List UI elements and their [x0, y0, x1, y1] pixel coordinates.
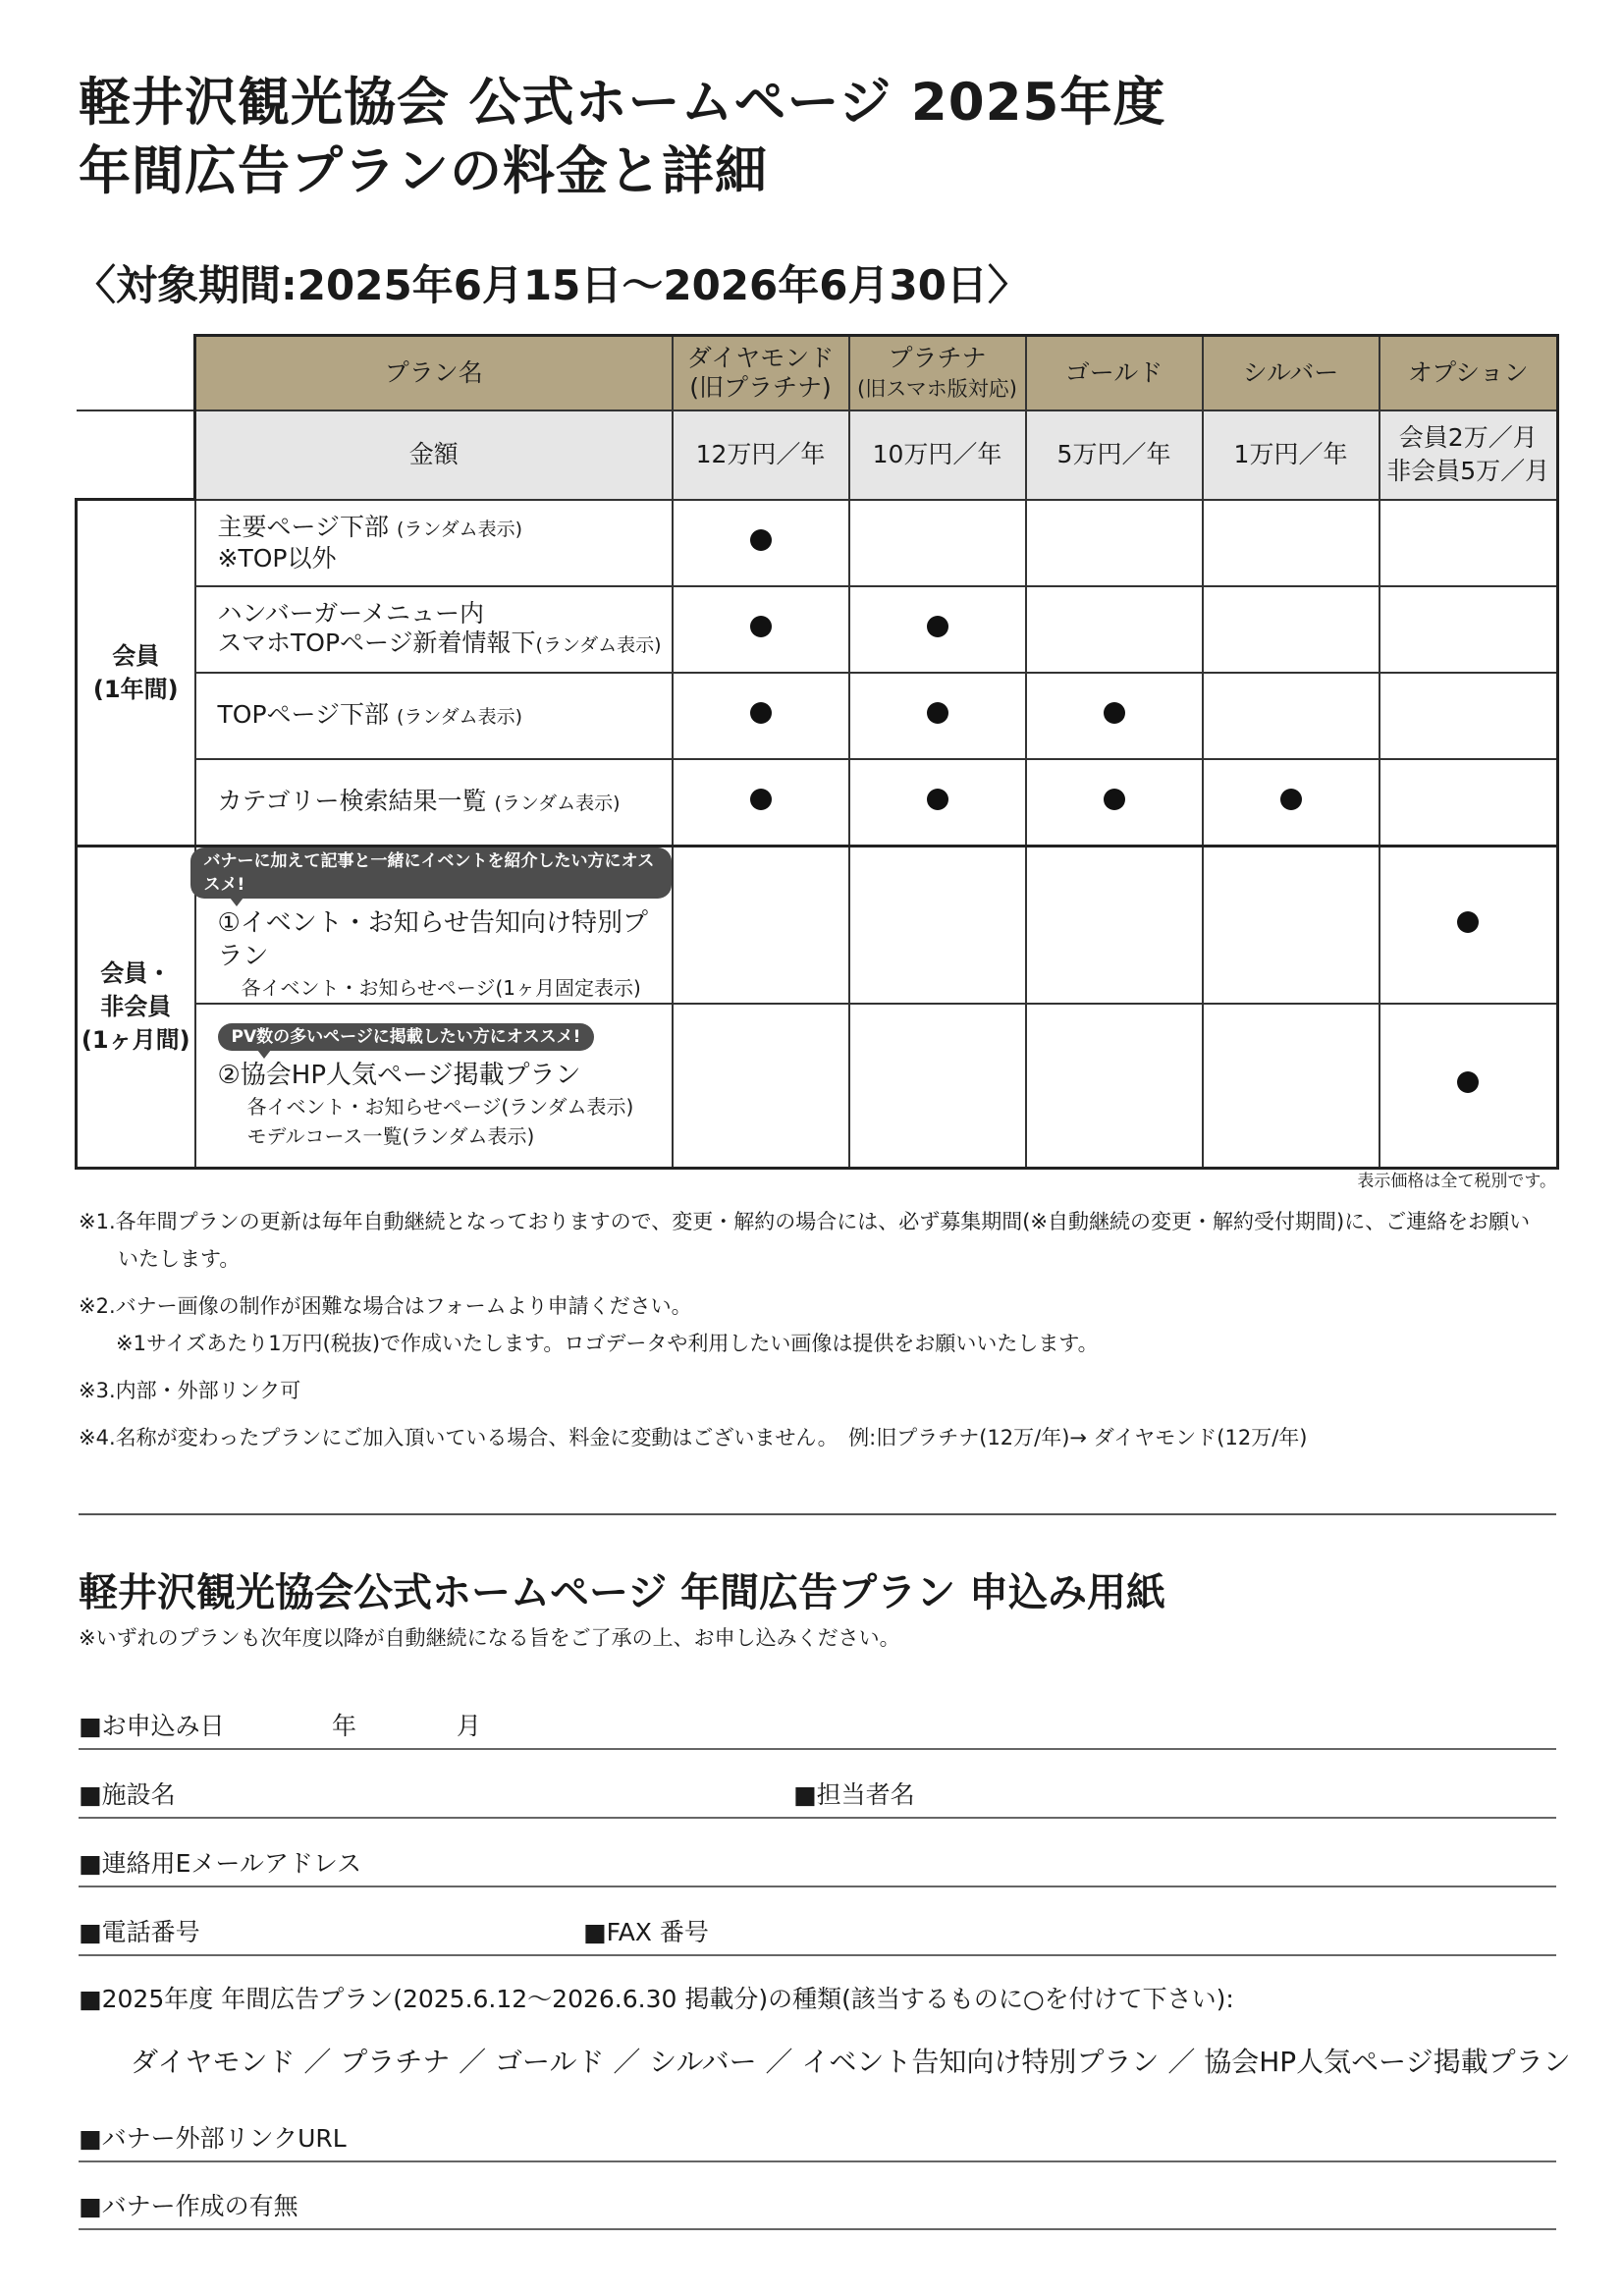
- plan-header-option: オプション: [1380, 336, 1558, 411]
- tel-fax-field[interactable]: [79, 1915, 1556, 1956]
- price-label: 金額: [195, 410, 673, 500]
- facility-label: ■施設名: [79, 1780, 176, 1809]
- plan-header-gold: ゴールド: [1026, 336, 1203, 411]
- fax-label: ■FAX 番号: [583, 1918, 709, 1946]
- feature-cell: TOPページ下部 (ランダム表示): [195, 673, 673, 759]
- target-period: 〈対象期間:2025年6月15日～2026年6月30日〉: [75, 261, 1029, 309]
- included-dot: [1104, 702, 1125, 724]
- plan-type-row: [79, 1982, 1556, 2021]
- included-dot: [1104, 789, 1125, 810]
- plan-table: [75, 334, 1559, 1170]
- mark-cell: [673, 846, 849, 1004]
- mark-cell: [1026, 846, 1203, 1004]
- mark-cell: [849, 1004, 1026, 1169]
- tel-label: ■電話番号: [79, 1918, 200, 1946]
- feature-cell: PV数の多いページに掲載したい方にオススメ! ②協会HP人気ページ掲載プラン 各イベント・お知らせページ(ランダム表示) モデルコース一覧(ランダム表示): [195, 1004, 673, 1169]
- email-label: ■連絡用Eメールアドレス: [79, 1849, 362, 1878]
- banner-make-label: ■バナー作成の有無: [79, 2192, 298, 2220]
- form-note: ※いずれのプランも次年度以降が自動継続になる旨をご了承の上、お申し込みください。: [79, 1626, 900, 1650]
- mark-cell: [1203, 673, 1380, 759]
- price-diamond: 12万円／年: [673, 410, 849, 500]
- email-field[interactable]: [79, 1846, 1556, 1887]
- plan-header-platinum: プラチナ (旧スマホ版対応): [849, 336, 1026, 411]
- feature-cell: ハンバーガーメニュー内 スマホTOPページ新着情報下(ランダム表示): [195, 586, 673, 673]
- page-title: [79, 69, 1165, 206]
- mark-cell: [673, 586, 849, 673]
- application-date-field[interactable]: [79, 1709, 1556, 1750]
- included-dot: [927, 789, 948, 810]
- table-row: [77, 759, 1558, 847]
- mark-cell: [1380, 759, 1558, 847]
- table-row: [77, 673, 1558, 759]
- mark-cell: [1026, 500, 1203, 586]
- mark-cell: [1203, 1004, 1380, 1169]
- notes: [79, 1203, 1561, 1456]
- included-dot: [1457, 1071, 1479, 1093]
- recommend-badge: PV数の多いページに掲載したい方にオススメ!: [218, 1023, 595, 1051]
- included-dot: [750, 529, 772, 551]
- price-gold: 5万円／年: [1026, 410, 1203, 500]
- plan-header-silver: シルバー: [1203, 336, 1380, 411]
- non-member-group-label: 会員・ 非会員 (1ヶ月間): [77, 846, 195, 1169]
- month-label: 月: [457, 1712, 482, 1740]
- mark-cell: [1203, 759, 1380, 847]
- mark-cell: [673, 759, 849, 847]
- plan-options[interactable]: ダイヤモンド ／ プラチナ ／ ゴールド ／ シルバー ／ イベント告知向け特別プラン ／ 協会HP人気ページ掲載プラン: [131, 2046, 1571, 2078]
- included-dot: [750, 702, 772, 724]
- mark-cell: [1380, 500, 1558, 586]
- banner-url-field[interactable]: [79, 2121, 1556, 2162]
- mark-cell: [849, 673, 1026, 759]
- facility-person-field[interactable]: [79, 1777, 1556, 1819]
- mark-cell: [1203, 500, 1380, 586]
- note-3: ※3.内部・外部リンク可: [79, 1379, 301, 1402]
- mark-cell: [1380, 673, 1558, 759]
- mark-cell: [1026, 1004, 1203, 1169]
- mark-cell: [1026, 586, 1203, 673]
- mark-cell: [849, 500, 1026, 586]
- plan-name-header: プラン名: [195, 336, 673, 411]
- title-line-2: 年間広告プランの料金と詳細: [79, 141, 768, 201]
- feature-cell: 主要ページ下部 (ランダム表示) ※TOP以外: [195, 500, 673, 586]
- included-dot: [927, 702, 948, 724]
- note-2-cont: ※1サイズあたり1万円(税抜)で作成いたします。ロゴデータや利用したい画像は提供をお願いいたします。: [116, 1332, 1099, 1355]
- plan-header-diamond: ダイヤモンド (旧プラチナ): [673, 336, 849, 411]
- included-dot: [927, 616, 948, 637]
- recommend-badge: バナーに加えて記事と一緒にイベントを紹介したい方にオススメ!: [190, 847, 672, 899]
- plan-type-label: ■2025年度 年間広告プラン(2025.6.12～2026.6.30 掲載分)の種類(該当するものに○を付けて下さい):: [79, 1985, 1234, 2013]
- price-silver: 1万円／年: [1203, 410, 1380, 500]
- mark-cell: [1026, 673, 1203, 759]
- table-row: [77, 586, 1558, 673]
- member-group-label: 会員 (1年間): [77, 500, 195, 847]
- included-dot: [750, 616, 772, 637]
- banner-url-label: ■バナー外部リンクURL: [79, 2124, 347, 2153]
- mark-cell: [1203, 586, 1380, 673]
- form-title: 軽井沢観光協会公式ホームページ 年間広告プラン 申込み用紙: [79, 1570, 1166, 1615]
- mark-cell: [849, 586, 1026, 673]
- price-platinum: 10万円／年: [849, 410, 1026, 500]
- year-label: 年: [332, 1712, 357, 1740]
- mark-cell: [673, 1004, 849, 1169]
- divider: [79, 1513, 1556, 1515]
- included-dot: [1280, 789, 1302, 810]
- banner-make-field[interactable]: [79, 2189, 1556, 2230]
- application-date-label: ■お申込み日: [79, 1712, 225, 1740]
- mark-cell: [1380, 846, 1558, 1004]
- mark-cell: [1380, 586, 1558, 673]
- mark-cell: [1203, 846, 1380, 1004]
- mark-cell: [673, 673, 849, 759]
- table-row: [77, 846, 1558, 1004]
- price-row: [77, 410, 1558, 500]
- mark-cell: [1380, 1004, 1558, 1169]
- included-dot: [1457, 911, 1479, 933]
- price-option: 会員2万／月 非会員5万／月: [1380, 410, 1558, 500]
- note-1-cont: いたします。: [118, 1247, 241, 1271]
- note-1: ※1.各年間プランの更新は毎年自動継続となっておりますので、変更・解約の場合には、必ず募集期間(※自動継続の変更・解約受付期間)に、ご連絡をお願い: [79, 1210, 1531, 1233]
- table-row: [77, 1004, 1558, 1169]
- note-4: ※4.名称が変わったプランにご加入頂いている場合、料金に変動はございません。 例:旧プラチナ(12万/年)→ ダイヤモンド(12万/年): [79, 1426, 1308, 1449]
- tax-note: 表示価格は全て税別です。: [1357, 1172, 1556, 1191]
- mark-cell: [849, 846, 1026, 1004]
- mark-cell: [849, 759, 1026, 847]
- person-label: ■担当者名: [793, 1780, 915, 1809]
- table-header-row: [77, 336, 1558, 411]
- mark-cell: [1026, 759, 1203, 847]
- table-row: [77, 500, 1558, 586]
- included-dot: [750, 789, 772, 810]
- title-line-1: 軽井沢観光協会 公式ホームページ 2025年度: [79, 73, 1166, 133]
- note-2: ※2.バナー画像の制作が困難な場合はフォームより申請ください。: [79, 1294, 692, 1318]
- feature-cell: バナーに加えて記事と一緒にイベントを紹介したい方にオススメ! ①イベント・お知らせ告知向け特別プラン 各イベント・お知らせページ(1ヶ月固定表示): [195, 846, 673, 1004]
- mark-cell: [673, 500, 849, 586]
- feature-cell: カテゴリー検索結果一覧 (ランダム表示): [195, 759, 673, 847]
